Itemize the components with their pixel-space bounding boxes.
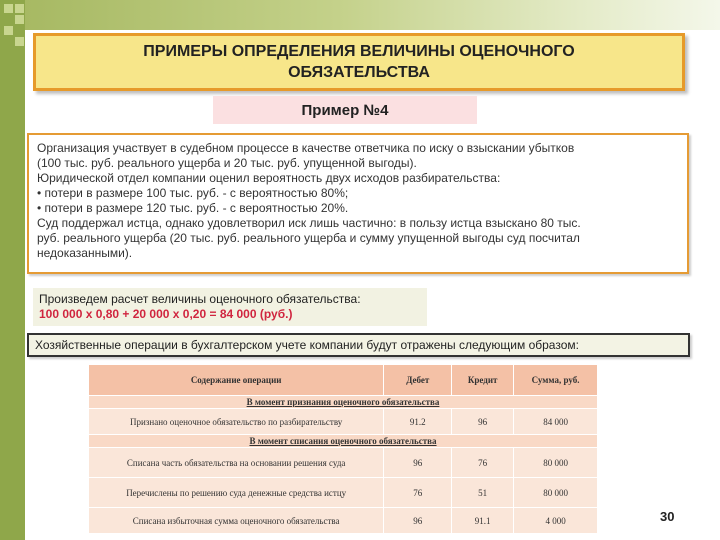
top-decor-band (25, 0, 720, 30)
cell-operation: Списана избыточная сумма оценочного обязательства (89, 508, 384, 534)
page-number: 30 (660, 509, 675, 524)
cell-credit: 96 (452, 409, 514, 435)
cell-amount: 4 000 (514, 508, 598, 534)
cell-debit: 96 (384, 448, 452, 478)
description-line: • потери в размере 120 тыс. руб. - с вероятностью 20%. (37, 201, 349, 215)
cell-credit: 91.1 (452, 508, 514, 534)
cell-debit: 96 (384, 508, 452, 534)
slide-title: ПРИМЕРЫ ОПРЕДЕЛЕНИЯ ВЕЛИЧИНЫ ОЦЕНОЧНОГО ОБЯЗАТЕЛЬСТВА (33, 33, 685, 91)
cell-operation: Списана часть обязательства на основании решения суда (89, 448, 384, 478)
example-label: Пример №4 (213, 96, 477, 124)
table-row (89, 448, 598, 478)
cell-credit: 51 (452, 478, 514, 508)
section-row-recognition (89, 396, 598, 409)
cell-credit: 76 (452, 448, 514, 478)
table-row (89, 508, 598, 534)
cell-operation: Перечислены по решению суда денежные средства истцу (89, 478, 384, 508)
cell-operation: Признано оценочное обязательство по разбирательству (89, 409, 384, 435)
header-amount: Сумма, руб. (514, 365, 598, 396)
description-line: Организация участвует в судебном процессе в качестве ответчика по иску о взыскании убытков (37, 141, 575, 155)
problem-description (27, 133, 689, 274)
description-line: Юридической отдел компании оценил вероятность двух исходов разбирательства: (37, 171, 501, 185)
table-row (89, 409, 598, 435)
table-row (89, 478, 598, 508)
description-line: • потери в размере 100 тыс. руб. - с вероятностью 80%; (37, 186, 349, 200)
section-title: В момент признания оценочного обязательства (89, 396, 598, 409)
operations-intro: Хозяйственные операции в бухгалтерском учете компании будут отражены следующим образом: (27, 333, 690, 357)
section-row-writeoff (89, 435, 598, 448)
checker-pattern (4, 0, 26, 540)
calculation-intro: Произведем расчет величины оценочного обязательства: (39, 292, 361, 306)
cell-amount: 80 000 (514, 478, 598, 508)
calculation-box (33, 288, 427, 326)
header-debit: Дебет (384, 365, 452, 396)
description-line: недоказанными). (37, 246, 133, 260)
cell-debit: 91.2 (384, 409, 452, 435)
description-line: руб. реального ущерба (20 тыс. руб. реального ущерба и сумму упущенной выгоды суд посчитал (37, 231, 580, 245)
cell-amount: 84 000 (514, 409, 598, 435)
cell-amount: 80 000 (514, 448, 598, 478)
description-line: (100 тыс. руб. реального ущерба и 20 тыс. руб. упущенной выгоды). (37, 156, 417, 170)
section-title: В момент списания оценочного обязательства (89, 435, 598, 448)
description-line: Суд поддержал истца, однако удовлетворил иск лишь частично: в пользу истца взыскано 80 тыс. (37, 216, 581, 230)
journal-table (88, 364, 598, 534)
header-credit: Кредит (452, 365, 514, 396)
header-operation: Содержание операции (89, 365, 384, 396)
table-header-row (89, 365, 598, 396)
calculation-formula: 100 000 х 0,80 + 20 000 х 0,20 = 84 000 (руб.) (39, 307, 293, 321)
cell-debit: 76 (384, 478, 452, 508)
